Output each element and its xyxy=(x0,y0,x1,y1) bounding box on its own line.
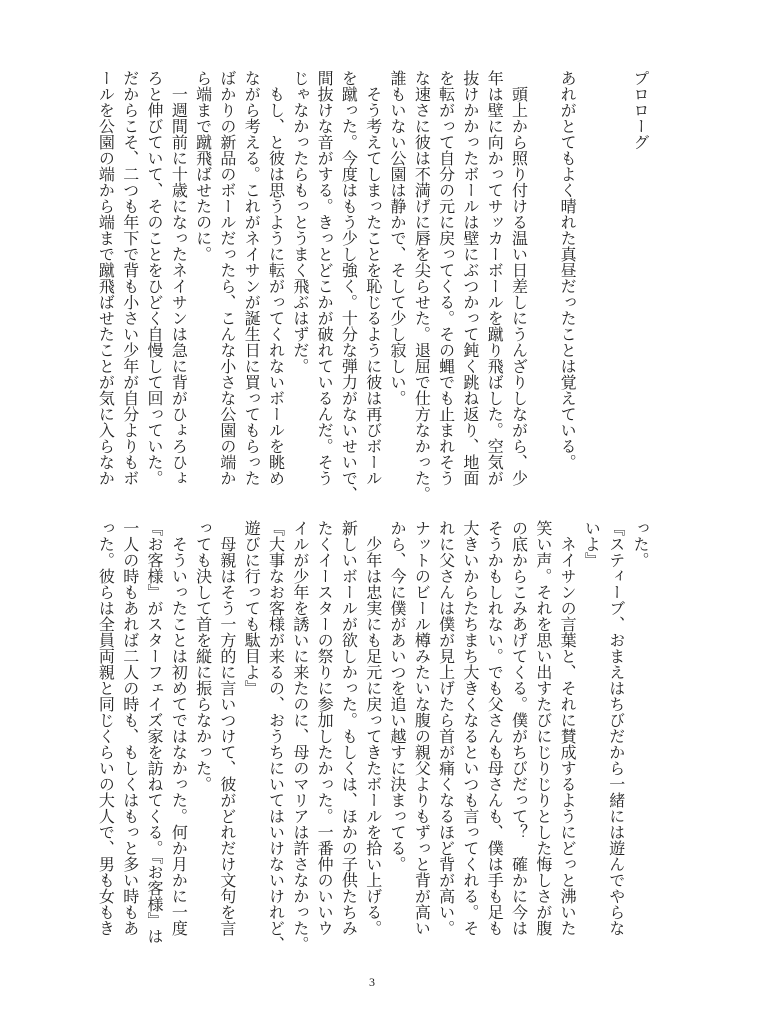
text-line: 新しいボールが欲しかった。もしくは、ほかの子供たちみ xyxy=(339,520,359,936)
text-line: 一週間前に十歳になったネイサンは急に背がひょろひょ xyxy=(169,70,189,486)
text-line: ネイサンの言葉と、それに賛成するようにどっと沸いた xyxy=(558,520,578,936)
bottom-tier-text xyxy=(0,520,768,960)
text-line: れに父さんは僕が見上げたら首が痛くなるほど背が高い。 xyxy=(436,520,456,936)
text-line: 『大事なお客様が来るの、おうちにいてはいけないけれど、 xyxy=(266,520,286,952)
text-line: から、今に僕があいつを追い越すに決まってる。 xyxy=(388,520,407,872)
text-line: そういったことは初めてではなかった。何か月かに一度 xyxy=(169,520,189,936)
page-number: 3 xyxy=(369,975,375,989)
text-line: ばかりの新品のボールだったら、こんな小さな公園の端か xyxy=(217,70,237,486)
text-line: じゃなかったらもっとうまく飛ぶはずだ。 xyxy=(290,70,310,374)
text-line: だからこそ、二つも年下で背も小さい少年が自分よりもボ xyxy=(120,70,140,486)
text-line: を蹴った。今度はもう少し強く。十分な弾力がないせいで、 xyxy=(339,70,359,502)
text-line: 笑い声。それを思い出すたびにじりじりとした悔しさが腹 xyxy=(533,520,553,936)
text-line: もし、と彼は思うように転がってくれないボールを眺め xyxy=(266,70,286,486)
text-line: 大きいからたちまち大きくなるといつも言ってくれる。そ xyxy=(460,520,480,936)
text-line: 誰もいない公園は静かで、そして少し寂しい。 xyxy=(388,70,407,406)
text-line: 頭上から照り付ける温い日差しにうんざりしながら、少 xyxy=(509,70,529,486)
text-line: 母親はそう一方的に言いつけて、彼がどれだけ文句を言 xyxy=(217,520,237,936)
text-line: ながら考える。これがネイサンが誕生日に買ってもらった xyxy=(242,70,262,486)
text-line: いよ』 xyxy=(582,520,602,568)
text-line: 『お客様』がスターフェイズ家を訪ねてくる。『お客様』は xyxy=(145,520,164,944)
text-line: そうかもしれない。でも父さんも母さんも、僕は手も足も xyxy=(485,520,505,936)
text-line: 抜けかかったボールは壁にぶつかって鈍く跳ね返り、地面 xyxy=(460,70,480,486)
text-line: そう考えてしまったことを恥じるように彼は再びボール xyxy=(363,70,383,486)
chapter-heading: プロローグ xyxy=(631,70,650,150)
text-line: 遊びに行っても駄目よ』 xyxy=(242,520,262,696)
text-line: の底からこみあげてくる。僕がちびだって？ 確かに今は xyxy=(509,520,529,936)
text-line: イルが少年を誘いに来たのに、母のマリアは許さなかった。 xyxy=(290,520,310,952)
top-tier-text xyxy=(0,70,768,510)
text-line: ールを公園の端から端まで蹴飛ばせたことが気に入らなか xyxy=(96,70,116,486)
text-line: 間抜けな音がする。きっとどこかが破れているんだ。そう xyxy=(315,70,335,486)
text-line: 一人の時もあれば二人の時も、もしくはもっと多い時もあ xyxy=(120,520,140,936)
text-line: った。 xyxy=(631,520,650,568)
text-line: 年は壁に向かってサッカーボールを蹴り飛ばした。空気が xyxy=(485,70,505,486)
text-line: った。彼らは全員両親と同じくらいの大人で、男も女もき xyxy=(96,520,116,936)
text-line: っても決して首を縦に振らなかった。 xyxy=(193,520,213,792)
text-line: ナットのビール樽みたいな腹の親父よりもずっと背が高い xyxy=(412,520,432,936)
text-line: ろと伸びていて、そのことをひどく自慢して回っていた。 xyxy=(145,70,164,486)
text-line: を転がって自分の元に戻ってくる。その蝿でも止まれそう xyxy=(436,70,456,486)
text-line: 少年は忠実にも足元に戻ってきたボールを拾い上げる。 xyxy=(363,520,383,936)
text-line: たくイースターの祭りに参加したかった。一番仲のいいウ xyxy=(315,520,335,936)
text-line: な速さに彼は不満げに唇を尖らせた。退屈で仕方なかった。 xyxy=(412,70,432,502)
text-line: 『スティーブ、おまえはちびだから一緒には遊んでやらな xyxy=(606,520,626,936)
text-line: あれがとてもよく晴れた真昼だったことは覚えている。 xyxy=(558,70,578,470)
text-line: ら端まで蹴飛ばせたのに。 xyxy=(193,70,213,262)
